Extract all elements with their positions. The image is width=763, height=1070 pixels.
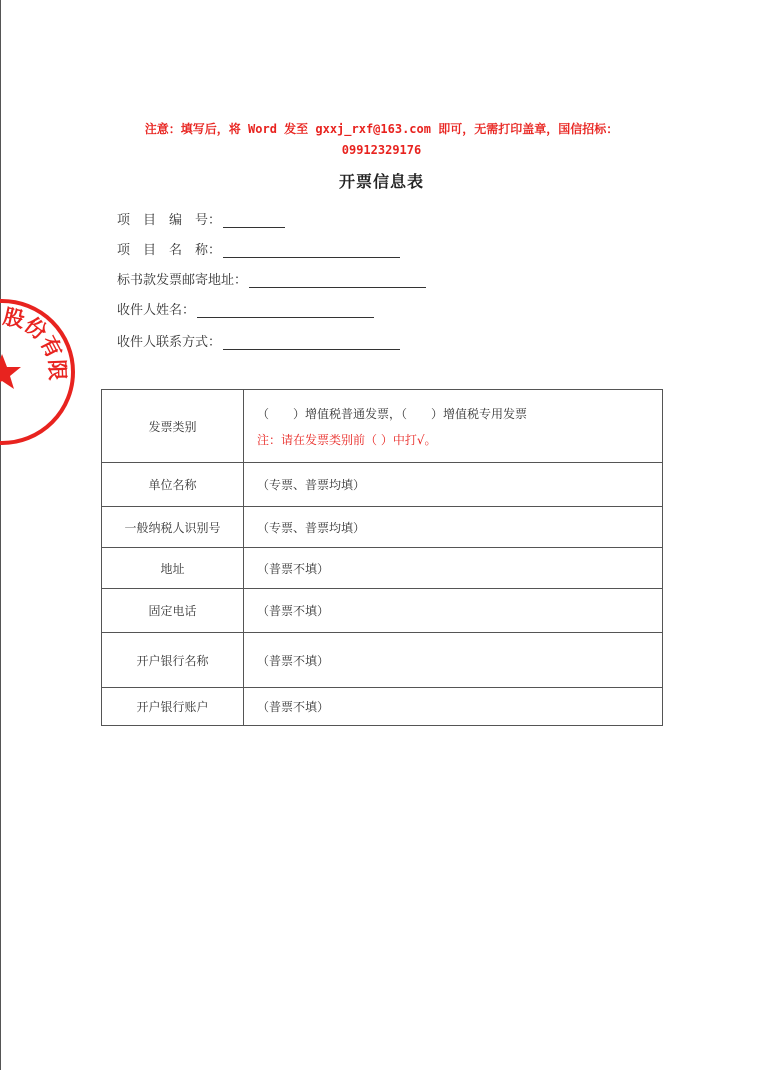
table-row (102, 633, 663, 688)
recipient-name-label: 收件人姓名： (117, 303, 196, 318)
invoice-type-note: 注：请在发票类别前（ ）中打√。 (257, 432, 437, 447)
bank-name-input[interactable]: （普票不填） (244, 633, 663, 688)
page-border (0, 0, 1, 1070)
recipient-contact-label: 收件人联系方式： (117, 335, 222, 350)
bank-account-input[interactable]: （普票不填） (244, 688, 663, 726)
table-row (102, 589, 663, 633)
star-icon (0, 354, 21, 389)
mailing-address-label: 标书款发票邮寄地址： (117, 273, 248, 288)
mailing-address-field (117, 270, 426, 288)
notice-line-2: 09912329176 (341, 143, 422, 157)
company-seal (0, 298, 76, 446)
table-row (102, 507, 663, 548)
project-number-input[interactable] (223, 211, 285, 228)
recipient-name-field (117, 300, 374, 318)
project-name-input[interactable] (223, 241, 400, 258)
table-row (102, 390, 663, 463)
table-row (102, 548, 663, 589)
company-name-input[interactable]: （专票、普票均填） (244, 463, 663, 507)
project-name-label: 项 目 名 称： (117, 243, 222, 258)
invoice-type-cell[interactable] (244, 390, 663, 463)
page-title: 开票信息表 (338, 172, 424, 191)
table-row-label: 地址 (102, 548, 244, 589)
notice (60, 119, 703, 161)
table-row (102, 463, 663, 507)
invoice-type-options[interactable]: （ ）增值税普通发票，（ ）增值税专用发票 (257, 406, 528, 421)
seal-arc-text: 股份有限 (1, 303, 71, 381)
table-row-label: 固定电话 (102, 589, 244, 633)
table-row (102, 688, 663, 726)
table-row-label: 开户银行名称 (102, 633, 244, 688)
recipient-contact-input[interactable] (223, 333, 400, 350)
invoice-type-label: 发票类别 (102, 390, 244, 463)
address-input[interactable]: （普票不填） (244, 548, 663, 589)
recipient-name-input[interactable] (197, 301, 374, 318)
project-name-field (117, 240, 400, 258)
mailing-address-input[interactable] (249, 271, 426, 288)
table-row-label: 一般纳税人识别号 (102, 507, 244, 548)
table-row-label: 开户银行账户 (102, 688, 244, 726)
recipient-contact-field (117, 332, 400, 350)
taxpayer-id-input[interactable]: （专票、普票均填） (244, 507, 663, 548)
invoice-info-table (101, 389, 663, 726)
phone-input[interactable]: （普票不填） (244, 589, 663, 633)
notice-line-1: 注意：填写后，将 Word 发至 gxxj_rxf@163.com 即可，无需打印盖章，国信招标： (144, 122, 619, 136)
project-number-label: 项 目 编 号： (117, 213, 222, 228)
table-row-label: 单位名称 (102, 463, 244, 507)
project-number-field (117, 210, 285, 228)
